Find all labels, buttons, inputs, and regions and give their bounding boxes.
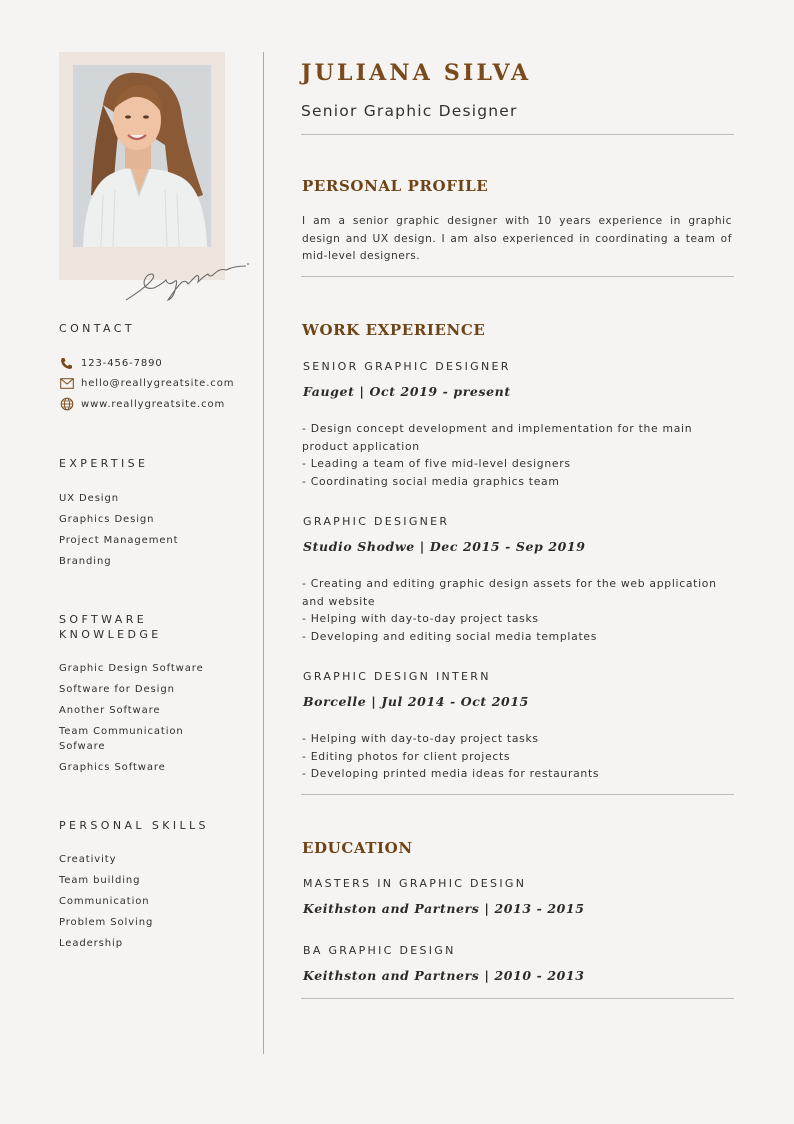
phone-icon bbox=[60, 356, 76, 370]
skill-item: Problem Solving bbox=[59, 917, 154, 928]
column-divider bbox=[263, 52, 264, 1054]
contact-website[interactable] bbox=[60, 397, 225, 411]
degree-meta: Keithston and Partners | 2013 - 2015 bbox=[303, 901, 585, 916]
degree-title: BA GRAPHIC DESIGN bbox=[303, 944, 456, 957]
job-meta: Borcelle | Jul 2014 - Oct 2015 bbox=[303, 694, 529, 709]
software-heading: SOFTWARE KNOWLEDGE bbox=[59, 613, 162, 641]
phone-number: 123-456-7890 bbox=[81, 357, 163, 369]
job-bullets bbox=[302, 575, 732, 645]
job-meta: Fauget | Oct 2019 - present bbox=[303, 384, 511, 399]
job-bullet: - Developing and editing social media templates bbox=[302, 629, 598, 643]
job-title: SENIOR GRAPHIC DESIGNER bbox=[303, 360, 511, 373]
photo-frame bbox=[59, 52, 225, 280]
job-title: GRAPHIC DESIGNER bbox=[303, 515, 450, 528]
divider bbox=[301, 276, 734, 277]
website-url: www.reallygreatsite.com bbox=[81, 398, 226, 410]
signature-image bbox=[122, 252, 252, 304]
education-heading: EDUCATION bbox=[302, 839, 413, 857]
candidate-role: Senior Graphic Designer bbox=[301, 102, 518, 120]
job-bullet: - Developing printed media ideas for restaurants bbox=[302, 767, 600, 780]
expertise-item: Branding bbox=[59, 556, 112, 567]
expertise-item: Project Management bbox=[59, 535, 179, 546]
globe-icon bbox=[60, 397, 76, 411]
job-bullet: - Design concept development and implementation for the main product application bbox=[302, 422, 693, 453]
job-bullets bbox=[302, 730, 732, 783]
skill-item: Creativity bbox=[59, 854, 117, 865]
job-bullet: - Leading a team of five mid-level designers bbox=[302, 457, 571, 470]
profile-text: I am a senior graphic designer with 10 years experience in graphic design and UX design. I am also experienced in coordinating a team of mid-level designers. bbox=[302, 215, 732, 262]
profile-heading: PERSONAL PROFILE bbox=[302, 177, 489, 195]
profile-photo bbox=[73, 65, 211, 247]
job-bullets bbox=[302, 420, 732, 490]
software-item: Another Software bbox=[59, 705, 161, 716]
candidate-name: JULIANA SILVA bbox=[301, 60, 532, 86]
job-title: GRAPHIC DESIGN INTERN bbox=[303, 670, 491, 683]
software-item: Graphics Software bbox=[59, 762, 166, 773]
divider bbox=[301, 134, 734, 135]
divider bbox=[301, 998, 734, 999]
skill-item: Communication bbox=[59, 896, 150, 907]
job-bullet: - Coordinating social media graphics team bbox=[302, 474, 560, 488]
job-bullet: - Creating and editing graphic design assets for the web application and website bbox=[302, 577, 717, 608]
email-address: hello@reallygreatsite.com bbox=[81, 377, 235, 389]
job-bullet: - Helping with day-to-day project tasks bbox=[302, 612, 539, 625]
contact-email[interactable] bbox=[60, 376, 234, 390]
job-bullet: - Editing photos for client projects bbox=[302, 749, 511, 763]
skill-item: Team building bbox=[59, 875, 141, 886]
expertise-item: Graphics Design bbox=[59, 514, 155, 525]
divider bbox=[301, 794, 734, 795]
software-item: Team Communication Sofware bbox=[59, 726, 184, 752]
contact-heading: CONTACT bbox=[59, 322, 135, 335]
job-bullet: - Helping with day-to-day project tasks bbox=[302, 732, 539, 745]
contact-phone[interactable] bbox=[60, 356, 163, 370]
software-item: Graphic Design Software bbox=[59, 663, 204, 674]
expertise-item: UX Design bbox=[59, 493, 119, 504]
degree-meta: Keithston and Partners | 2010 - 2013 bbox=[303, 968, 585, 983]
skill-item: Leadership bbox=[59, 938, 123, 949]
expertise-heading: EXPERTISE bbox=[59, 457, 149, 470]
mail-icon bbox=[60, 376, 76, 390]
skills-heading: PERSONAL SKILLS bbox=[59, 819, 209, 832]
job-meta: Studio Shodwe | Dec 2015 - Sep 2019 bbox=[303, 539, 586, 554]
software-item: Software for Design bbox=[59, 684, 175, 695]
degree-title: MASTERS IN GRAPHIC DESIGN bbox=[303, 877, 527, 890]
work-heading: WORK EXPERIENCE bbox=[302, 321, 486, 339]
